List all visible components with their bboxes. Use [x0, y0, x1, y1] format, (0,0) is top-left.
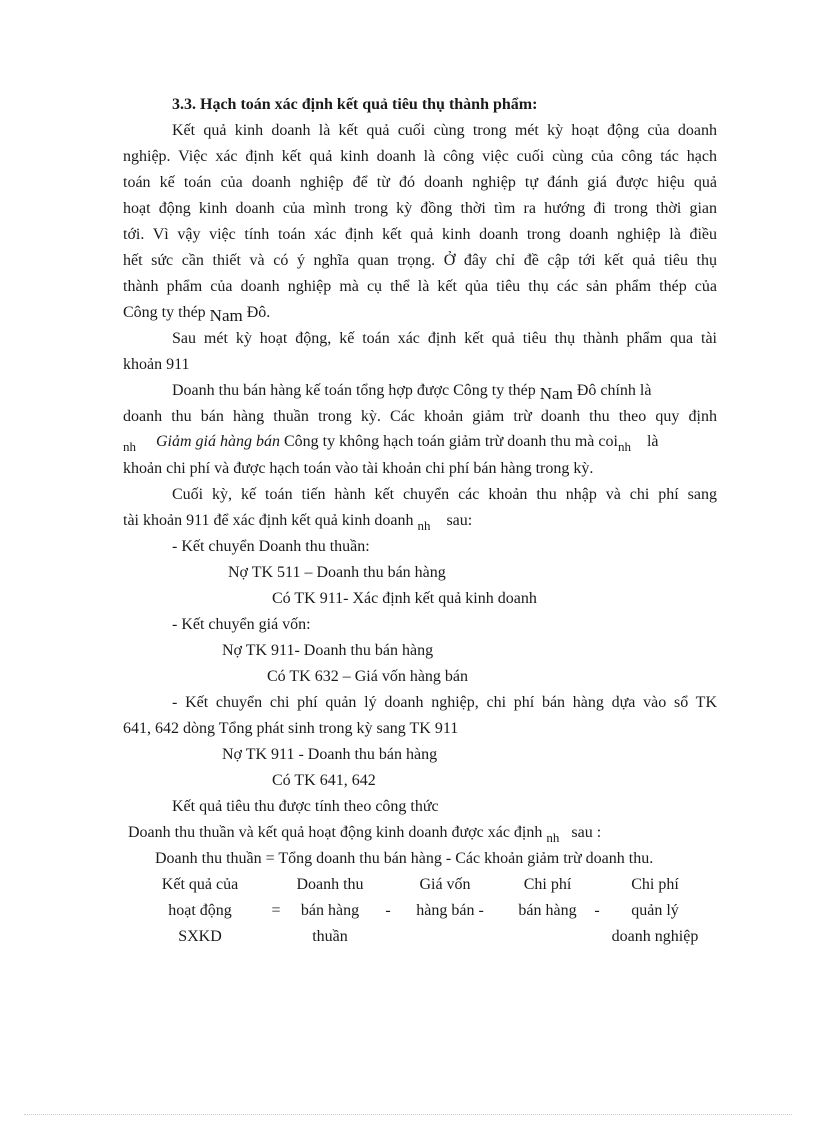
kq-chi-phi-quan-ly: doanh nghiệp [611, 928, 699, 945]
kq-doanh-thu: bán hàng [300, 902, 360, 919]
p2-line: Sau mét kỳ hoạt động, kế toán xác định kết quả tiêu thụ thành phẩm qua tài [172, 330, 717, 347]
p1-line: Kết quả kinh doanh là kết quả cuối cùng trong mét kỳ hoạt động của doanh [172, 122, 717, 139]
minus-sign: - [594, 902, 600, 919]
p3-line4: khoản chi phí và được hạch toán vào tài khoản chi phí bán hàng trong kỳ. [123, 460, 594, 477]
kc2-title: - Kết chuyển giá vốn: [172, 616, 311, 633]
minus-sign: - [385, 902, 391, 919]
kq-label: Kết quả của [161, 876, 239, 893]
kq-chi-phi-quan-ly: Chi phí [631, 876, 679, 893]
formula-doanh-thu-thuan: Doanh thu thuần = Tổng doanh thu bán hàng - Các khoản giảm trừ doanh thu. [155, 850, 654, 867]
kq-doanh-thu: thuần [312, 928, 348, 945]
kq-chi-phi-ban-hang: bán hàng [518, 902, 577, 919]
p1-last-line: Công ty thép Nam Đô. [123, 304, 271, 325]
p1-line: hoạt động kinh doanh của mình trong kỳ đồng thời tìm ra hướng đi trong thời gian [123, 200, 717, 217]
kc2-credit: Có TK 632 – Giá vốn hàng bán [267, 668, 469, 685]
p1-line: hết sức cần thiết và có ý nghĩa quan trọng. Ở đây chỉ đề cập tới kết quả tiêu thụ [123, 252, 717, 269]
kc2-debit: Nợ TK 911- Doanh thu bán hàng [222, 642, 434, 659]
p4-line1: Cuối kỳ, kế toán tiến hành kết chuyển các khoản thu nhập và chi phí sang [172, 486, 717, 503]
p3-line1: Doanh thu bán hàng kế toán tổng hợp được Công ty thép Nam Đô chính là [172, 382, 652, 403]
p3-line3: $_{nh}$ Giảm giá hàng bán Công ty không hạch toán giảm trừ doanh thu mà coi$_{nh}$ là [123, 433, 659, 454]
kq-label: hoạt động [168, 902, 232, 919]
kq-gia-von: hàng bán - [416, 902, 484, 919]
p1-line: nghiệp. Việc xác định kết quả kinh doanh là công việc cuối cùng của công tác hạch [123, 148, 717, 165]
p2-line: khoản 911 [123, 356, 190, 373]
kc3-line1: - Kết chuyển chi phí quản lý doanh nghiệp, chi phí bán hàng dựa vào sổ TK [172, 694, 717, 711]
kq-label: SXKD [178, 928, 222, 945]
kc1-debit: Nợ TK 511 – Doanh thu bán hàng [228, 564, 446, 581]
kq-gia-von: Giá vốn [419, 876, 471, 893]
kc1-title: - Kết chuyển Doanh thu thuần: [172, 538, 370, 555]
formula-line2: Doanh thu thuần và kết quả hoạt động kinh doanh được xác định $_{nh}$ sau : [128, 824, 602, 845]
p1-line: toán kế toán của doanh nghiệp để từ đó doanh nghiệp tự đánh giá được hiệu quả [123, 174, 717, 191]
kc1-credit: Có TK 911- Xác định kết quả kinh doanh [272, 590, 537, 607]
p1-line: thành phẩm của doanh nghiệp mà cụ thể là kết qủa tiêu thụ các sản phẩm thép của [123, 278, 717, 295]
page-bottom-border [24, 1114, 792, 1115]
equals-sign: = [271, 902, 281, 919]
kc3-credit: Có TK 641, 642 [272, 772, 376, 789]
kc3-debit: Nợ TK 911 - Doanh thu bán hàng [222, 746, 438, 763]
p1-line: tới. Vì vậy việc tính toán xác định kết quả kinh doanh trong doanh nghiệp là điều [123, 226, 717, 243]
formula-intro: Kết quả tiêu thu được tính theo công thức [172, 798, 439, 815]
section-title: 3.3. Hạch toán xác định kết quả tiêu thụ thành phẩm: [172, 96, 538, 113]
kq-chi-phi-ban-hang: Chi phí [523, 876, 572, 893]
kc3-line2: 641, 642 dòng Tổng phát sinh trong kỳ sang TK 911 [123, 720, 459, 737]
kq-doanh-thu: Doanh thu [296, 876, 364, 893]
p4-line2: tài khoản 911 để xác định kết quả kinh doanh $_{nh}$ sau: [123, 512, 473, 533]
kq-chi-phi-quan-ly: quản lý [631, 902, 679, 919]
p3-line2: doanh thu bán hàng thuần trong kỳ. Các khoản giảm trừ doanh thu theo quy định [123, 408, 717, 425]
